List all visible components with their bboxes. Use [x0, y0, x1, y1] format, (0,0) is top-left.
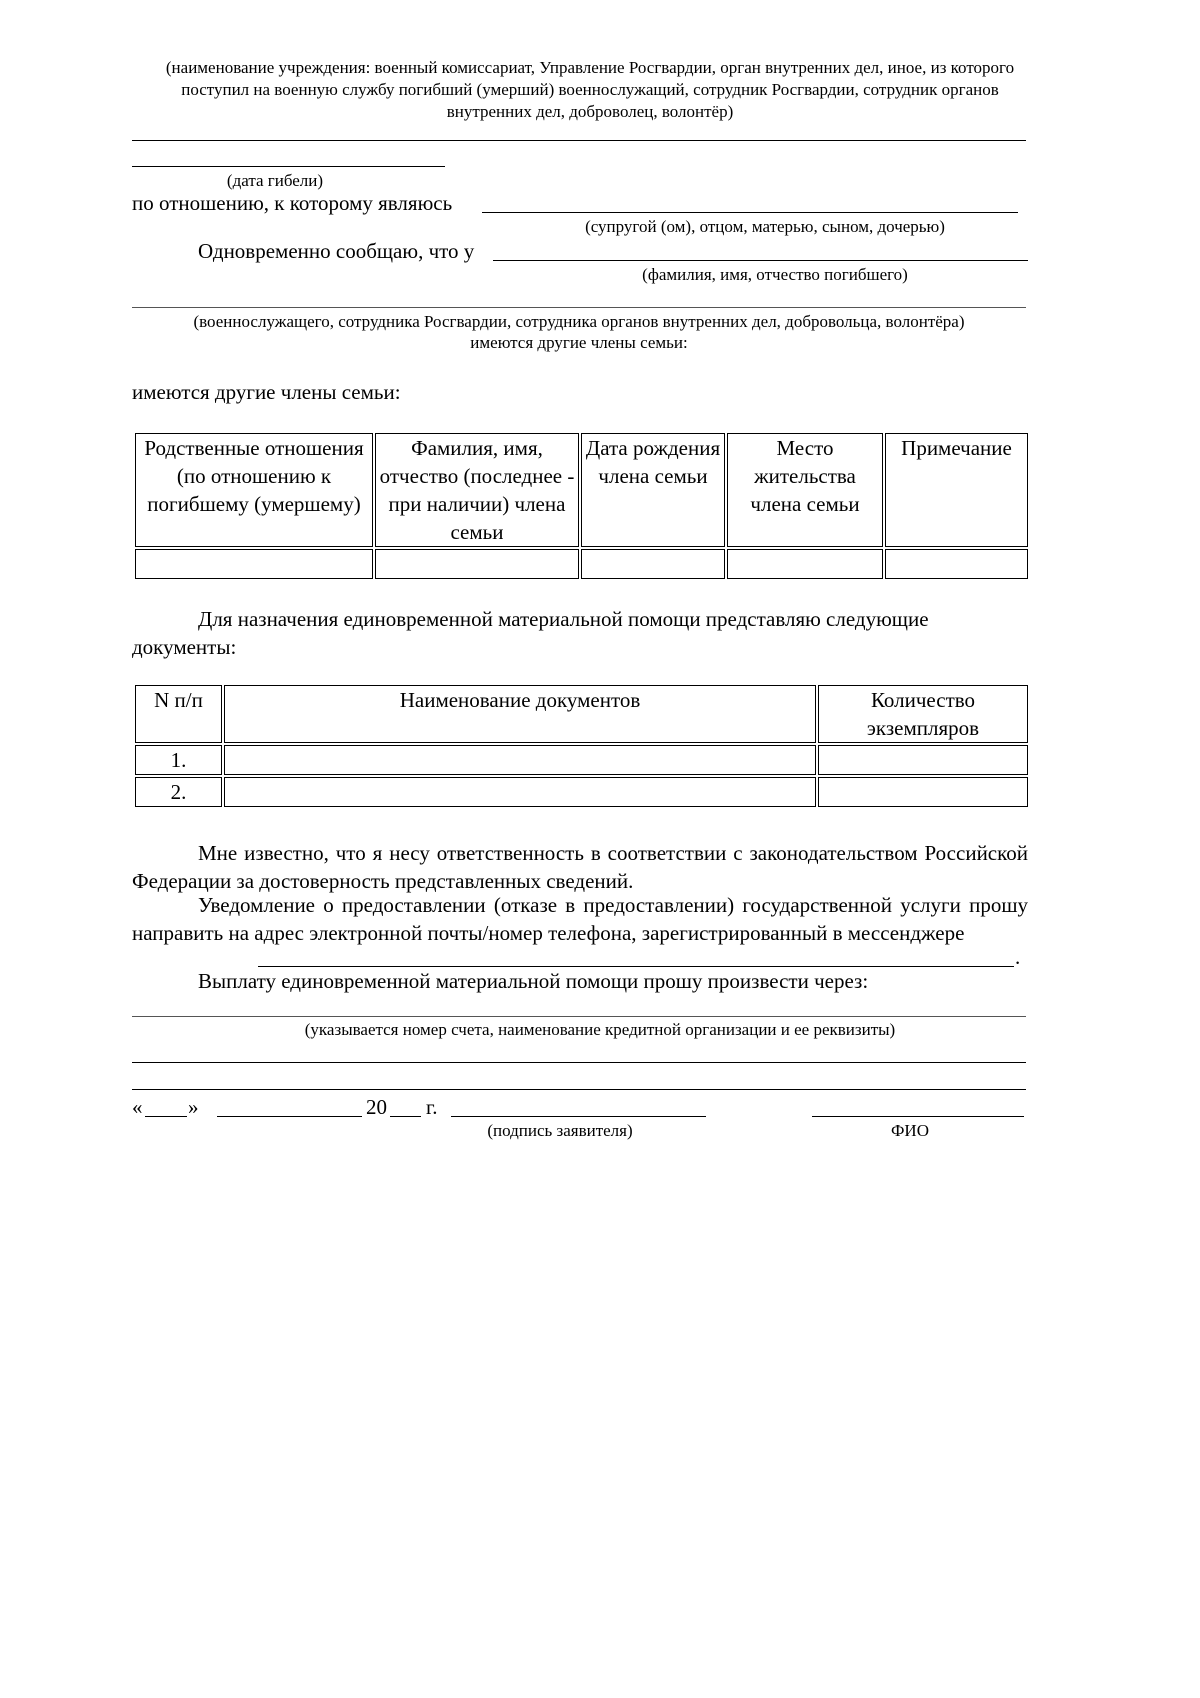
deceased-fio-caption: (фамилия, имя, отчество погибшего) — [642, 265, 908, 284]
docs-row-quantity-cell[interactable] — [818, 745, 1028, 775]
family-cell-birthdate[interactable] — [581, 549, 725, 579]
docs-col-quantity: Количество экземпляров — [818, 685, 1028, 743]
family-cell-relation[interactable] — [135, 549, 373, 579]
relation-caption: (супругой (ом), отцом, матерью, сыном, дочерью) — [585, 217, 945, 236]
docs-row-quantity-cell[interactable] — [818, 777, 1028, 807]
docs-row-number: 2. — [135, 777, 222, 807]
documents-table — [133, 683, 1030, 809]
date-year-prefix: 20 — [366, 1095, 387, 1119]
fio-line[interactable] — [812, 1116, 1024, 1117]
category-caption: (военнослужащего, сотрудника Росгвардии, сотрудника органов внутренних дел, добровольца, волонтёра) — [193, 312, 965, 331]
institution-caption: (наименование учреждения: военный комиссариат, Управление Росгвардии, орган внутренних дел, иное, из которого поступил на военную службу погибший (умерший) военнослужащий, сотрудник Росгвардии, сотрудник органов внутренних дел, доброволец, волонтёр) — [165, 58, 1015, 121]
institution-line[interactable] — [132, 140, 1026, 141]
family-cell-residence[interactable] — [727, 549, 883, 579]
docs-row-name-cell[interactable] — [224, 745, 816, 775]
death-date-line[interactable] — [132, 166, 445, 167]
death-date-caption: (дата гибели) — [226, 171, 324, 190]
family-cell-note[interactable] — [885, 549, 1028, 579]
family-col-birthdate: Дата рождения члена семьи — [581, 433, 725, 547]
table-row — [135, 777, 1028, 807]
notification-text: Уведомление о предоставлении (отказе в предоставлении) государственной услуги прошу направить на адрес электронной почты/номер телефона, зарегистрированный в мессенджере — [132, 893, 1028, 945]
category-line[interactable] — [132, 307, 1026, 308]
docs-col-number: N п/п — [135, 685, 222, 743]
signature-line[interactable] — [451, 1116, 706, 1117]
family-col-relation: Родственные отношения (по отношению к погибшему (умершему) — [135, 433, 373, 547]
family-col-fio: Фамилия, имя, отчество (последнее - при наличии) члена семьи — [375, 433, 579, 547]
deceased-fio-line[interactable] — [493, 260, 1028, 261]
date-year-suffix: г. — [426, 1095, 438, 1119]
date-month-line[interactable] — [217, 1116, 362, 1117]
payment-text: Выплату единовременной материальной помощи прошу произвести через: — [198, 969, 869, 993]
date-year-line[interactable] — [390, 1116, 421, 1117]
family-cell-fio[interactable] — [375, 549, 579, 579]
relation-label: по отношению, к которому являюсь — [132, 191, 453, 215]
signature-caption: (подпись заявителя) — [487, 1121, 633, 1140]
family-intro: имеются другие члены семьи: — [132, 380, 401, 404]
family-table-row — [135, 549, 1028, 579]
date-day-line[interactable] — [145, 1116, 187, 1117]
category-caption-continuation: имеются другие члены семьи: — [470, 333, 688, 352]
date-open-quote: « — [132, 1095, 143, 1119]
account-line[interactable] — [132, 1016, 1026, 1017]
docs-col-name: Наименование документов — [224, 685, 816, 743]
notification-end: . — [1015, 945, 1021, 969]
account-extra-line-1[interactable] — [132, 1062, 1026, 1063]
account-extra-line-2[interactable] — [132, 1089, 1026, 1090]
relation-line[interactable] — [482, 212, 1018, 213]
family-members-table — [133, 431, 1030, 581]
docs-row-number: 1. — [135, 745, 222, 775]
fio-label: ФИО — [891, 1121, 929, 1140]
responsibility-text: Мне известно, что я несу ответственность в соответствии с законодательством Российской Федерации за достоверность представленных сведений. — [132, 841, 1028, 893]
simultaneous-label: Одновременно сообщаю, что у — [198, 239, 475, 263]
docs-row-name-cell[interactable] — [224, 777, 816, 807]
table-row — [135, 745, 1028, 775]
account-caption: (указывается номер счета, наименование кредитной организации и ее реквизиты) — [304, 1020, 896, 1039]
documents-intro: Для назначения единовременной материальной помощи представляю следующие документы: — [132, 607, 929, 659]
family-col-residence: Место жительства члена семьи — [727, 433, 883, 547]
family-col-note: Примечание — [885, 433, 1028, 547]
date-close-quote: » — [188, 1095, 199, 1119]
